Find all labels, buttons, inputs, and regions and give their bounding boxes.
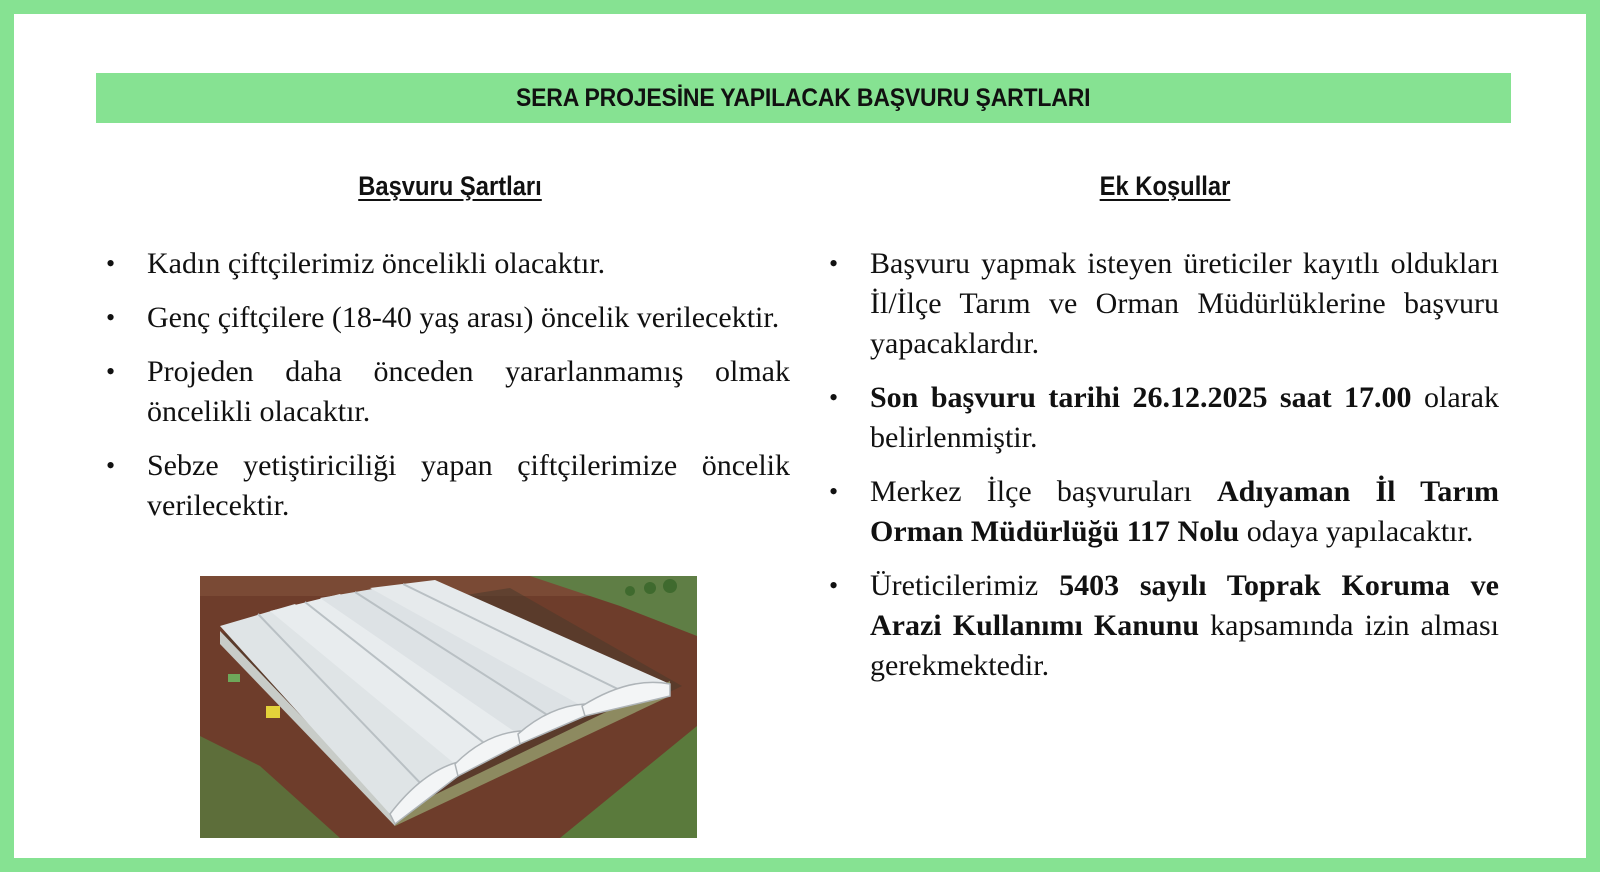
additional-conditions-list bbox=[827, 244, 1499, 700]
condition-item bbox=[827, 244, 1499, 364]
requirement-text: Kadın çiftçilerimiz öncelikli olacaktır. bbox=[147, 247, 606, 280]
requirement-item bbox=[104, 244, 790, 284]
requirement-text: Projeden daha önceden yararlanmamış olmak öncelikli olacaktır. bbox=[147, 355, 790, 428]
condition-text: Başvuru yapmak isteyen üreticiler kayıtlı oldukları İl/İlçe Tarım ve Orman Müdürlüklerine başvuru yapacaklardır. bbox=[870, 247, 1499, 360]
condition-text-bold: 5403 sayılı Toprak Koruma ve Arazi Kullanımı Kanunu bbox=[870, 569, 1499, 642]
greenhouse-photo bbox=[200, 576, 697, 838]
title-banner bbox=[96, 73, 1511, 123]
requirement-text: Sebze yetiştiriciliği yapan çiftçilerimize öncelik verilecektir. bbox=[147, 449, 790, 522]
condition-item bbox=[827, 472, 1499, 552]
requirements-list bbox=[104, 244, 790, 540]
condition-text: odaya yapılacaktır. bbox=[1239, 515, 1474, 548]
condition-text: olarak belirlenmiştir. bbox=[870, 381, 1499, 454]
bullet-icon: • bbox=[829, 383, 839, 412]
additional-conditions-heading: Ek Koşullar bbox=[1099, 171, 1231, 201]
page-title: SERA PROJESİNE YAPILACAK BAŞVURU ŞARTLARI bbox=[516, 83, 1091, 112]
condition-text: Üreticilerimiz bbox=[870, 569, 1060, 602]
requirement-item bbox=[104, 446, 790, 526]
bullet-icon: • bbox=[106, 303, 116, 332]
condition-item bbox=[827, 378, 1499, 458]
condition-item bbox=[827, 566, 1499, 686]
greenhouse-illustration bbox=[200, 576, 697, 838]
condition-text: kapsamında izin alması gerekmektedir. bbox=[870, 609, 1499, 682]
bullet-icon: • bbox=[106, 357, 116, 386]
requirement-item bbox=[104, 352, 790, 432]
requirement-item bbox=[104, 298, 790, 338]
condition-text: Merkez İlçe başvuruları bbox=[870, 475, 1217, 508]
bullet-icon: • bbox=[829, 571, 839, 600]
requirements-heading: Başvuru Şartları bbox=[358, 171, 542, 201]
requirement-text: Genç çiftçilere (18-40 yaş arası) öncelik verilecektir. bbox=[147, 301, 780, 334]
bullet-icon: • bbox=[829, 249, 839, 278]
bullet-icon: • bbox=[106, 451, 116, 480]
condition-text-bold: Adıyaman İl Tarım Orman Müdürlüğü 117 Nolu bbox=[870, 475, 1499, 548]
bullet-icon: • bbox=[106, 249, 116, 278]
bullet-icon: • bbox=[829, 477, 839, 506]
condition-text-bold: Son başvuru tarihi 26.12.2025 saat 17.00 bbox=[870, 381, 1412, 414]
